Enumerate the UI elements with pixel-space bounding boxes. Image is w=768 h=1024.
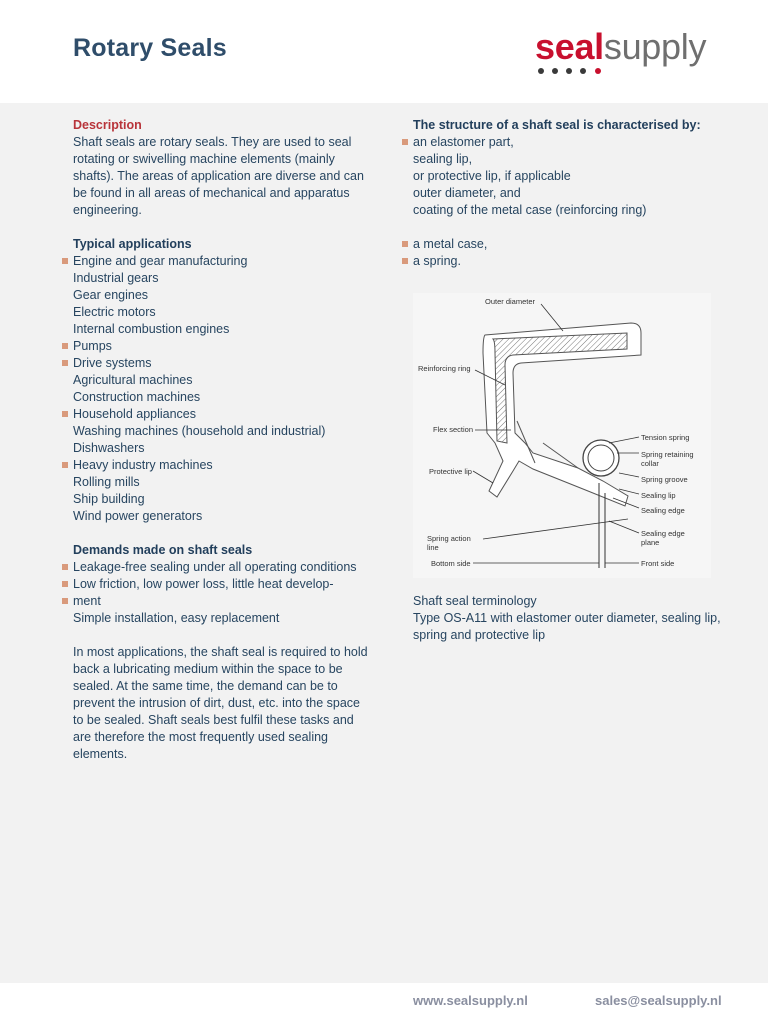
list-item: a metal case, (413, 236, 723, 253)
label-bottom-side: Bottom side (431, 559, 471, 568)
label-reinforcing-ring: Reinforcing ring (418, 364, 471, 373)
list-item: Wind power generators (73, 509, 203, 523)
page-title: Rotary Seals (73, 34, 227, 62)
list-item: Construction machines (73, 390, 201, 404)
shaft-seal-diagram (413, 293, 711, 578)
description-heading: Description (73, 118, 142, 132)
list-item: a spring. (413, 253, 723, 270)
label-sealing-lip: Sealing lip (641, 491, 676, 500)
list-item: Drive systems (73, 355, 373, 372)
list-item: or protective lip, if applicable (413, 169, 571, 183)
list-item: coating of the metal case (reinforcing ring) (413, 203, 647, 217)
page-footer (0, 983, 768, 1024)
list-item: Industrial gears (73, 271, 159, 285)
left-column (73, 117, 373, 763)
list-item: Ship building (73, 492, 145, 506)
list-item: Household appliances (73, 406, 373, 423)
list-item: sealing lip, (413, 152, 473, 166)
list-item: Internal combustion engines (73, 322, 230, 336)
list-item: Engine and gear manufacturing (73, 253, 373, 270)
list-item: Heavy industry machines (73, 457, 373, 474)
label-sealing-edge: Sealing edge (641, 506, 685, 515)
list-item: Gear engines (73, 288, 149, 302)
label-outer-diameter: Outer diameter (485, 297, 536, 306)
label-tension-spring: Tension spring (641, 433, 690, 442)
list-item: Rolling mills (73, 475, 140, 489)
website-link[interactable]: www.sealsupply.nl (413, 993, 528, 1008)
list-item: Leakage-free sealing under all operating conditions (73, 559, 373, 576)
sealsupply-logo (535, 26, 735, 81)
description-section (73, 117, 373, 219)
applications-section (73, 236, 373, 525)
label-protective-lip: Protective lip (429, 467, 472, 476)
label-spring-retaining-collar-2: collar (641, 459, 659, 468)
label-spring-groove: Spring groove (641, 475, 688, 484)
demands-list (73, 559, 373, 627)
structure-heading: The structure of a shaft seal is characterised by: (413, 118, 701, 132)
label-flex-section: Flex section (433, 425, 474, 434)
demands-section (73, 542, 373, 627)
label-sealing-edge-plane: Sealing edge (641, 529, 685, 538)
list-item: ment (73, 593, 373, 610)
label-spring-retaining-collar: Spring retaining (641, 450, 694, 459)
description-text: Shaft seals are rotary seals. They are used to seal rotating or swivelling machine elements (mainly shafts). The areas of application are diverse and can be found in all areas of mechanical and apparatus engineering. (73, 135, 364, 217)
label-front-side: Front side (641, 559, 675, 568)
list-item: Electric motors (73, 305, 156, 319)
applications-list (73, 253, 373, 525)
label-sealing-edge-plane-2: plane (641, 538, 660, 547)
list-item: Washing machines (household and industrial) (73, 424, 326, 438)
list-item: Agricultural machines (73, 373, 193, 387)
list-item: Low friction, low power loss, little heat develop- (73, 576, 373, 593)
list-item: outer diameter, and (413, 186, 521, 200)
page-header (0, 0, 768, 103)
structure-list-b (413, 236, 723, 270)
body-paragraph: In most applications, the shaft seal is required to hold back a lubricating medium within the space to be sealed. At the same time, the demand can be to prevent the intrusion of dirt, dust, etc. into the space to be sealed. Shaft seals best fulfil these tasks and are therefore the most frequently used sealing elements. (73, 645, 368, 761)
list-item: Simple installation, easy replacement (73, 611, 280, 625)
caption-text: Type OS-A11 with elastomer outer diameter, sealing lip, spring and protective lip (413, 611, 721, 642)
diagram-caption (413, 593, 723, 644)
list-item: an elastomer part, (413, 134, 723, 151)
caption-title: Shaft seal terminology (413, 594, 537, 608)
email-link[interactable]: sales@sealsupply.nl (595, 993, 722, 1008)
right-column (413, 117, 723, 270)
structure-list-a (413, 134, 723, 219)
list-item: Dishwashers (73, 441, 145, 455)
label-spring-action-line: Spring action (427, 534, 471, 543)
label-spring-action-line-2: line (427, 543, 439, 552)
shaft-seal-cross-section (413, 293, 711, 578)
applications-heading: Typical applications (73, 237, 192, 251)
demands-heading: Demands made on shaft seals (73, 543, 253, 557)
list-item: Pumps (73, 338, 373, 355)
logo-wordmark: sealsupply (535, 26, 707, 67)
